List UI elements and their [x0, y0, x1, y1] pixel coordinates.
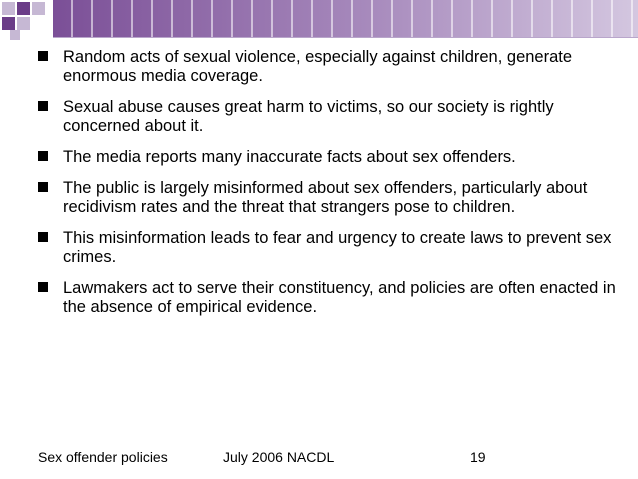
bullet-item — [38, 98, 618, 136]
bullet-text: Lawmakers act to serve their constituency, and policies are often enacted in the absence of empirical evidence. — [63, 279, 616, 316]
square-bullet-icon — [38, 51, 48, 61]
footer-date: July 2006 NACDL — [223, 449, 335, 465]
bullet-item — [38, 229, 618, 267]
decor-square-5 — [17, 17, 30, 30]
bullet-item — [38, 179, 618, 217]
bullet-list — [38, 48, 618, 329]
bullet-item — [38, 48, 618, 86]
decor-square-1 — [2, 2, 15, 15]
slide-number: 19 — [470, 449, 486, 465]
bullet-text: This misinformation leads to fear and urgency to create laws to prevent sex crimes. — [63, 229, 612, 266]
footer-title: Sex offender policies — [38, 449, 168, 465]
header-band-pattern — [53, 0, 638, 37]
bullet-text: Random acts of sexual violence, especially against children, generate enormous media coverage. — [63, 48, 573, 85]
square-bullet-icon — [38, 232, 48, 242]
square-bullet-icon — [38, 151, 48, 161]
decor-square-6 — [10, 30, 20, 40]
decor-square-2 — [17, 2, 30, 15]
square-bullet-icon — [38, 282, 48, 292]
bullet-text: Sexual abuse causes great harm to victims, so our society is rightly concerned about it. — [63, 98, 554, 135]
square-bullet-icon — [38, 182, 48, 192]
decor-square-3 — [32, 2, 45, 15]
bullet-item — [38, 148, 618, 167]
bullet-text: The public is largely misinformed about sex offenders, particularly about recidivism rates and the threat that strangers pose to children. — [63, 179, 588, 216]
bullet-item — [38, 279, 618, 317]
bullet-text: The media reports many inaccurate facts about sex offenders. — [63, 148, 516, 166]
decor-square-4 — [2, 17, 15, 30]
square-bullet-icon — [38, 101, 48, 111]
header-divider — [53, 37, 638, 38]
